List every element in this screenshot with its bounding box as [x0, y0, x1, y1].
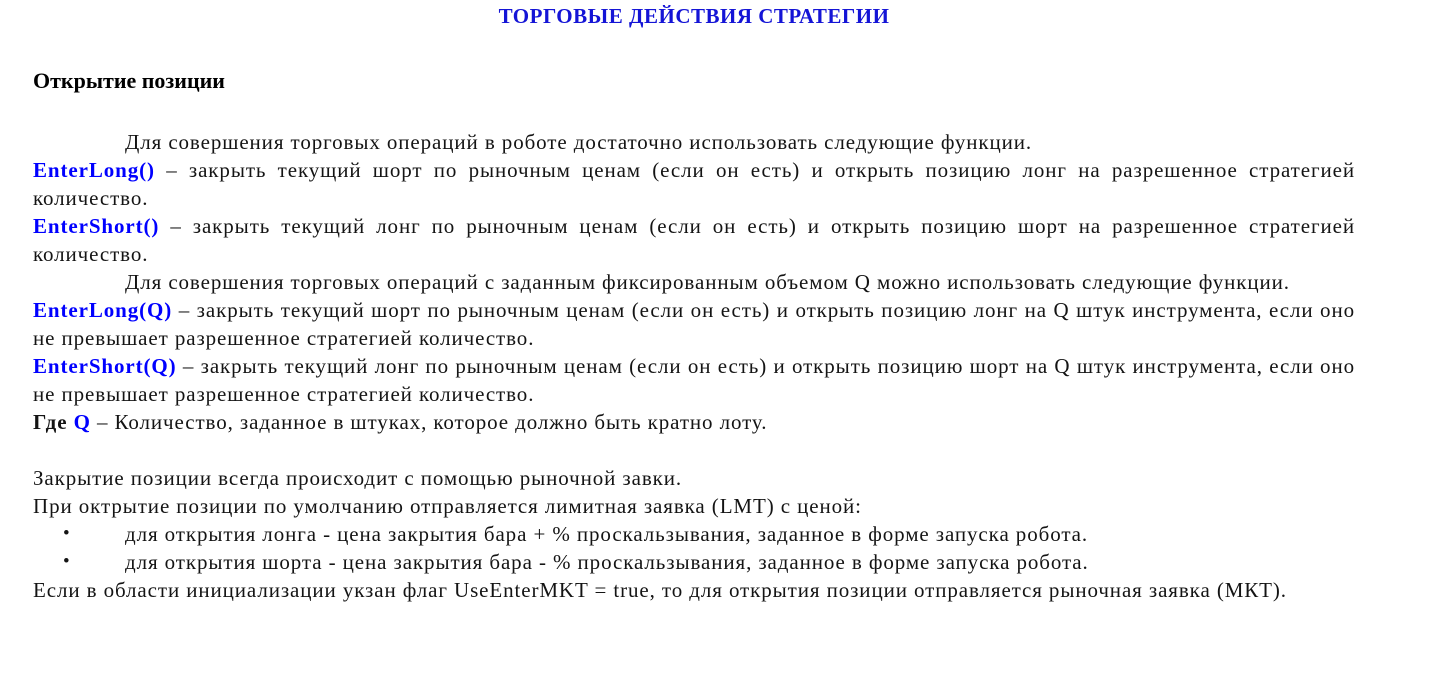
intro-q-paragraph: Для совершения торговых операций с заданным фиксированным объемом Q можно использовать следующие функции. — [125, 270, 1290, 294]
function-name-enterlong-q: EnterLong(Q) — [33, 298, 173, 322]
bullet-short-text: для открытия шорта - цена закрытия бара - % проскальзывания, заданное в форме запуска робота. — [125, 550, 1089, 574]
section-heading: Открытие позиции — [33, 68, 225, 93]
mkt-note-paragraph: Если в области инициализации укзан флаг UseEnterMKT = true, то для открытия позиции отправляется рыночная заявка (МКТ). — [33, 578, 1287, 602]
list-item — [33, 548, 1355, 576]
intro-paragraph: Для совершения торговых операций в роботе достаточно использовать следующие функции. — [125, 130, 1033, 154]
function-name-entershort-q: EnterShort(Q) — [33, 354, 177, 378]
closing-note-paragraph: Закрытие позиции всегда происходит с помощью рыночной завки. — [33, 466, 683, 490]
function-definition-enterlong — [33, 156, 1355, 212]
document-body — [33, 0, 1355, 604]
function-definition-enterlong-q — [33, 296, 1355, 352]
bullet-list — [33, 520, 1355, 576]
list-item — [33, 520, 1355, 548]
function-desc-entershort-q: – закрыть текущий лонг по рыночным ценам (если он есть) и открыть позицию шорт на Q штук инструмента, если оно не превышает разрешенное стратегией количество. — [33, 354, 1355, 406]
bullet-icon: • — [63, 523, 71, 544]
function-desc-enterlong-q: – закрыть текущий шорт по рыночным ценам (если он есть) и открыть позицию лонг на Q штук инструмента, если оно не превышает разрешенное стратегией количество. — [33, 298, 1355, 350]
function-desc-entershort: – закрыть текущий лонг по рыночным ценам (если он есть) и открыть позицию шорт на разрешенное стратегией количество. — [33, 214, 1355, 266]
opening-note-paragraph: При октрытие позиции по умолчанию отправляется лимитная заявка (LMT) с ценой: — [33, 494, 862, 518]
function-name-entershort: EnterShort() — [33, 214, 160, 238]
where-term-q: Q — [73, 410, 91, 434]
where-label: Где — [33, 410, 68, 434]
function-definition-entershort-q — [33, 352, 1355, 408]
page-title: ТОРГОВЫЕ ДЕЙСТВИЯ СТРАТЕГИИ — [498, 4, 890, 28]
bullet-icon: • — [63, 551, 71, 572]
bullet-long-text: для открытия лонга - цена закрытия бара + % проскальзывания, заданное в форме запуска робота. — [125, 522, 1089, 546]
where-desc: – Количество, заданное в штуках, которое должно быть кратно лоту. — [97, 410, 768, 434]
function-definition-entershort — [33, 212, 1355, 268]
function-name-enterlong: EnterLong() — [33, 158, 155, 182]
function-desc-enterlong: – закрыть текущий шорт по рыночным ценам (если он есть) и открыть позицию лонг на разрешенное стратегией количество. — [33, 158, 1355, 210]
where-q-paragraph — [33, 408, 1355, 436]
